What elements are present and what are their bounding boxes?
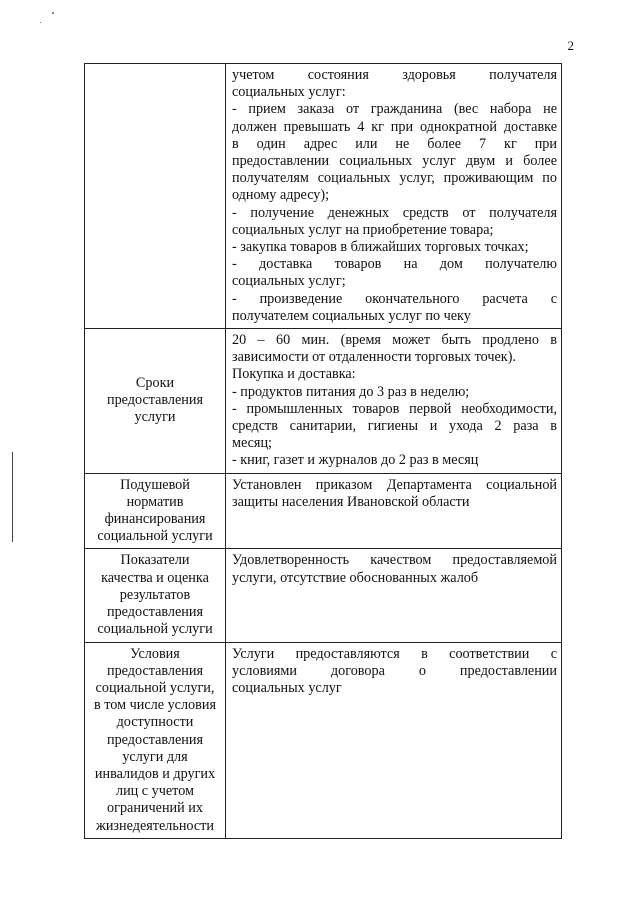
row-content-cell (226, 329, 562, 474)
table-row (85, 64, 562, 329)
row-content-line: получателям социальных услуг, проживающим по (232, 170, 557, 187)
row-label-line: инвалидов и других (94, 765, 216, 782)
row-label-line: социальной услуги (97, 621, 213, 638)
table-row (85, 549, 562, 642)
row-content-line: средств санитарии, гигиены и ухода 2 раза в (232, 418, 557, 435)
row-content-line: Удовлетворенность качеством предоставляемой (232, 552, 557, 569)
row-label-line: социальной услуги (97, 528, 213, 545)
row-label-line: в том числе условия (94, 697, 216, 714)
row-label-line: предоставления (106, 392, 204, 409)
services-table-body (85, 64, 562, 839)
row-content-line: предоставлении социальных услуг двум и более (232, 153, 557, 170)
row-content-cell (226, 642, 562, 838)
row-label-line: результатов (119, 586, 191, 603)
row-content-line: должен превышать 4 кг при однократной доставке (232, 118, 557, 135)
row-label-line: доступности (116, 714, 194, 731)
row-content-line: месяц; (232, 435, 272, 452)
row-content-line: зависимости от отдаленности торговых точек). (232, 349, 516, 366)
row-content-line: в один адрес или не более 7 кг при (232, 135, 557, 152)
row-label-line: лиц с учетом (116, 783, 194, 800)
row-label-line: услуги для (122, 748, 188, 765)
row-label-line: предоставления (106, 662, 204, 679)
row-content-line: - продуктов питания до 3 раз в неделю; (232, 383, 470, 400)
table-row (85, 642, 562, 838)
row-label-line: Сроки (135, 375, 175, 392)
row-content-line: услуги, отсутствие обоснованных жалоб (232, 569, 479, 586)
row-label-line: услуги (134, 409, 176, 426)
services-table (84, 63, 562, 839)
scan-margin-line (12, 452, 13, 542)
row-content-line: - получение денежных средств от получателя (232, 204, 557, 221)
row-content-line: социальных услуг (232, 679, 342, 696)
row-content-line: - закупка товаров в ближайших торговых точках; (232, 239, 529, 256)
row-content-line: Покупка и доставка: (232, 366, 356, 383)
row-label-line: Показатели (120, 552, 190, 569)
row-content-line: - прием заказа от гражданина (вес набора не (232, 101, 557, 118)
table-row (85, 329, 562, 474)
row-content-line: учетом состояния здоровья получателя (232, 67, 557, 83)
row-label-line: Подушевой (120, 476, 190, 493)
row-label-line: ограничений их (107, 800, 203, 817)
row-content-line: Услуги предоставляются в соответствии с (232, 645, 557, 662)
row-label-cell (85, 329, 226, 474)
row-label-line: жизнедеятельности (96, 817, 214, 834)
row-label-line: социальной услуги, (95, 679, 215, 696)
row-content-cell (226, 473, 562, 549)
row-label-line: предоставления (106, 731, 204, 748)
row-content-line: - доставка товаров на дом получателю (232, 256, 557, 273)
row-content-cell (226, 64, 562, 329)
row-label-line: финансирования (104, 511, 206, 528)
row-content-line: 20 – 60 мин. (время может быть продлено в (232, 332, 557, 349)
row-content-line: защиты населения Ивановской области (232, 493, 470, 510)
scan-artifact (52, 12, 54, 14)
row-label-line: Условия (130, 645, 180, 662)
row-content-line: условиями договора о предоставлении (232, 662, 557, 679)
row-content-cell (226, 549, 562, 642)
row-label-cell (85, 549, 226, 642)
row-content-line: социальных услуг: (232, 84, 346, 101)
row-label-cell (85, 473, 226, 549)
row-content-line: - произведение окончательного расчета с (232, 290, 557, 307)
scan-artifact (40, 22, 41, 23)
table-row (85, 473, 562, 549)
row-label-cell (85, 64, 226, 329)
row-content-line: получателем социальных услуг по чеку (232, 307, 471, 324)
row-content-line: - книг, газет и журналов до 2 раз в месяц (232, 452, 479, 469)
row-content-line: социальных услуг на приобретение товара; (232, 221, 494, 238)
row-label-cell (85, 642, 226, 838)
row-content-line: - промышленных товаров первой необходимости, (232, 400, 557, 417)
row-label-line: норматив (126, 493, 184, 510)
row-content-line: Установлен приказом Департамента социальной (232, 476, 557, 493)
page-number: 2 (567, 38, 574, 53)
row-label-line: предоставления (106, 604, 204, 621)
row-label-line: качества и оценка (101, 569, 209, 586)
row-content-line: одному адресу); (232, 187, 330, 204)
row-content-line: социальных услуг; (232, 273, 346, 290)
